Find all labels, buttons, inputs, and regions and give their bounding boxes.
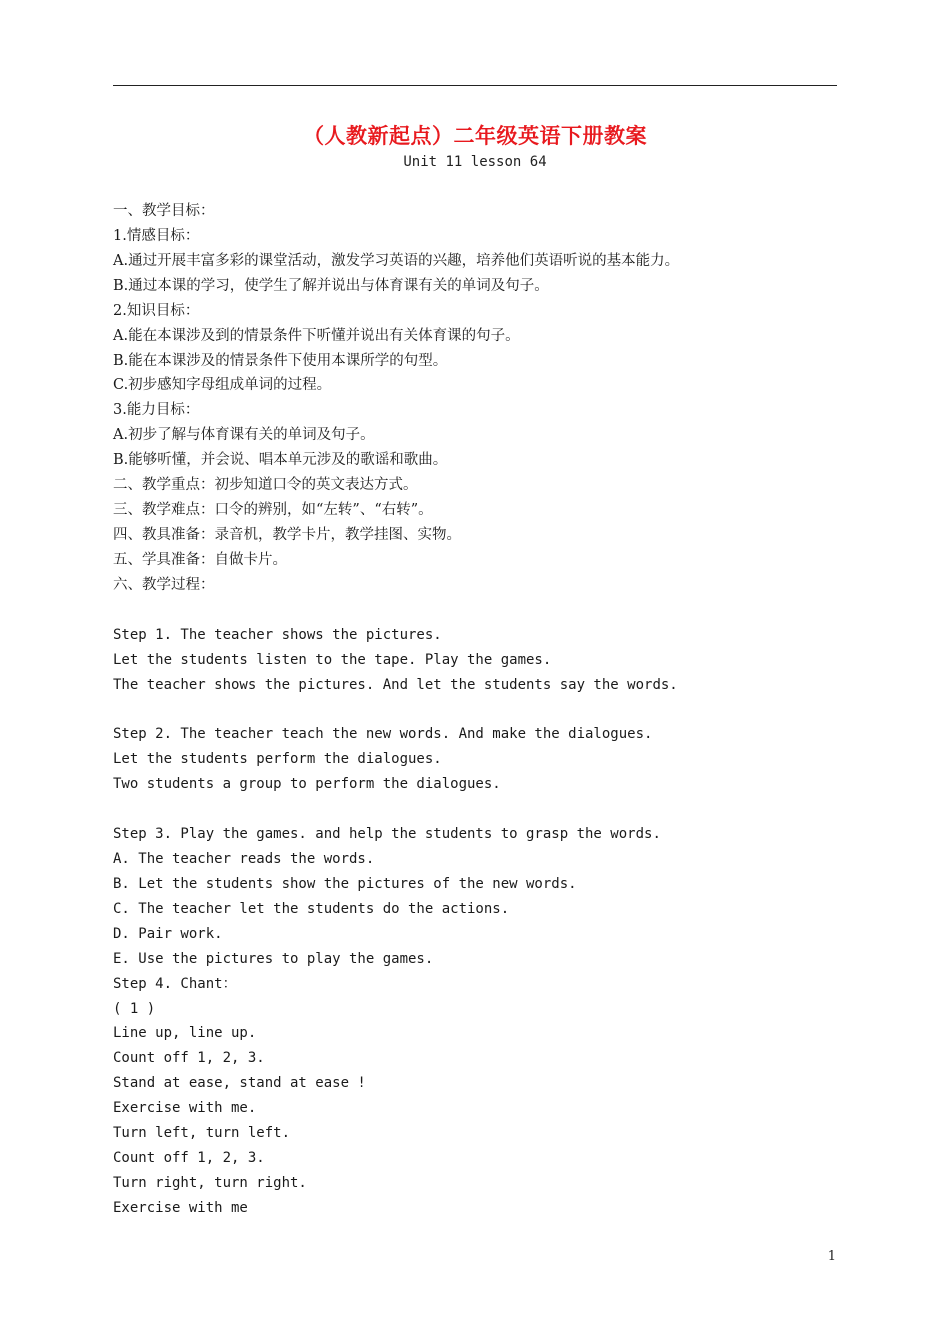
document-subtitle: Unit 11 lesson 64: [403, 154, 547, 170]
body-line: A.初步了解与体育课有关的单词及句子。: [113, 427, 375, 444]
body-line: Line up, line up.: [113, 1025, 257, 1042]
body-line: Let the students listen to the tape. Play the games.: [113, 651, 552, 668]
body-line: Exercise with me.: [113, 1100, 257, 1117]
body-line: Two students a group to perform the dialogues.: [113, 776, 501, 793]
body-line: Count off 1, 2, 3.: [113, 1050, 265, 1067]
body-line: ( 1 ): [113, 1000, 156, 1017]
body-line: 五、学具准备：自做卡片。: [113, 551, 287, 568]
body-line: Exercise with me: [113, 1199, 248, 1216]
body-line: D. Pair work.: [113, 925, 223, 942]
body-line: B.能在本课涉及的情景条件下使用本课所学的句型。: [113, 352, 448, 369]
body-line: Step 1. The teacher shows the pictures.: [113, 626, 442, 643]
document-body: [113, 199, 843, 1221]
body-line: 2.知识目标：: [113, 302, 200, 319]
blank-line: [113, 797, 843, 822]
body-line: Step 3. Play the games. and help the students to grasp the words.: [113, 826, 661, 843]
body-line: Count off 1, 2, 3.: [113, 1150, 265, 1167]
body-line: The teacher shows the pictures. And let the students say the words.: [113, 676, 678, 693]
body-line: A.能在本课涉及到的情景条件下听懂并说出有关体育课的句子。: [113, 327, 520, 344]
body-line: Step 2. The teacher teach the new words. And make the dialogues.: [113, 726, 653, 743]
body-line: E. Use the pictures to play the games.: [113, 950, 434, 967]
body-line: Stand at ease, stand at ease !: [113, 1075, 366, 1092]
body-line: 三、教学难点：口令的辨别，如“左转”、“右转”。: [113, 502, 433, 519]
body-line: 一、教学目标：: [113, 203, 215, 219]
body-line: A. The teacher reads the words.: [113, 850, 375, 867]
body-line: B. Let the students show the pictures of the new words.: [113, 875, 577, 892]
body-line: Step 4. Chant：: [113, 975, 237, 992]
page-number: 1: [827, 1249, 836, 1264]
blank-line: [113, 598, 843, 623]
header-rule: [113, 85, 837, 86]
body-line: 二、教学重点：初步知道口令的英文表达方式。: [113, 477, 418, 494]
body-line: 3.能力目标：: [113, 402, 200, 419]
body-line: A.通过开展丰富多彩的课堂活动，激发学习英语的兴趣，培养他们英语听说的基本能力。: [113, 252, 680, 269]
body-line: 六、教学过程：: [113, 576, 215, 593]
body-line: B.能够听懂，并会说、唱本单元涉及的歌谣和歌曲。: [113, 452, 448, 469]
body-line: 1.情感目标：: [113, 227, 200, 244]
body-line: Turn left, turn left.: [113, 1125, 291, 1142]
document-title: （人教新起点）二年级英语下册教案: [303, 123, 647, 148]
body-line: Turn right, turn right.: [113, 1174, 307, 1191]
body-line: C.初步感知字母组成单词的过程。: [113, 377, 332, 394]
body-line: C. The teacher let the students do the actions.: [113, 900, 510, 917]
body-line: B.通过本课的学习，使学生了解并说出与体育课有关的单词及句子。: [113, 277, 549, 294]
body-line: Let the students perform the dialogues.: [113, 751, 442, 768]
blank-line: [113, 697, 843, 722]
body-line: 四、教具准备：录音机，教学卡片，教学挂图、实物。: [113, 526, 461, 543]
